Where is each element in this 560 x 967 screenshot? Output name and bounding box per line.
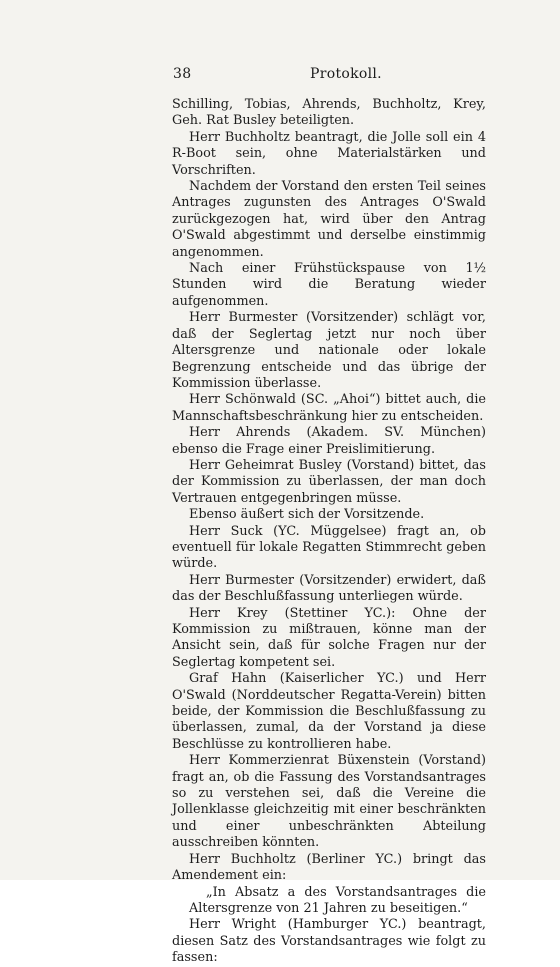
paragraph: Herr Krey (Stettiner YC.): Ohne der Kommission zu mißtrauen, könne man der Ansicht sein, daß für solche Fragen nur der Seglertag kompetent sei. (172, 605, 486, 670)
body-text (172, 97, 486, 967)
paragraph: Herr Buchholtz (Berliner YC.) bringt das Amendement ein: (172, 851, 486, 884)
paragraph: Herr Ahrends (Akadem. SV. München) ebenso die Frage einer Preislimitierung. (172, 425, 486, 457)
paragraph: Nach einer Frühstückspause von 1½ Stunden wird die Beratung wieder aufgenommen. (172, 261, 486, 309)
running-head (173, 66, 483, 86)
paragraph: Herr Kommerzienrat Büxenstein (Vorstand) fragt an, ob die Fassung des Vorstandsantrages so zu verstehen sei, daß die Vereine die Jollenklasse gleichzeitig mit einer beschränkten und einer unbeschränkten Abteilung ausschreiben könnten. (172, 753, 486, 851)
paragraph: Ebenso äußert sich der Vorsitzende. (189, 507, 425, 523)
paragraph: Herr Geheimrat Busley (Vorstand) bittet, das der Kommission zu überlassen, der man doch Vertrauen entgegenbringen müsse. (172, 457, 486, 506)
quoted-amendment: „In Absatz a des Vorstandsantrages die Altersgrenze von 21 Jahren zu beseitigen.“ (189, 884, 486, 916)
running-title: Protokoll. (310, 66, 382, 82)
paragraph: Herr Wright (Hamburger YC.) beantragt, diesen Satz des Vorstandsantrages wie folgt zu fassen: (172, 917, 486, 966)
paragraph: Nachdem der Vorstand den ersten Teil seines Antrages zugunsten des Antrages O'Swald zurückgezogen hat, wird über den Antrag O'Swald abgestimmt und derselbe einstimmig angenommen. (172, 179, 486, 260)
paragraph: Graf Hahn (Kaiserlicher YC.) und Herr O'Swald (Norddeutscher Regatta-Verein) bitten beide, der Kommission die Beschlußfassung zu überlassen, zumal, da der Vorstand ja diese Beschlüsse zu kontrollieren habe. (172, 671, 486, 752)
page-number: 38 (173, 66, 192, 82)
paragraph: Herr Burmester (Vorsitzender) schlägt vor, daß der Seglertag jetzt nur noch über Altersgrenze und nationale oder lokale Begrenzung entscheide und das übrige der Kommission überlasse. (172, 310, 486, 391)
paragraph: Schilling, Tobias, Ahrends, Buchholtz, Krey, Geh. Rat Busley beteiligten. (172, 97, 486, 129)
paragraph: Herr Buchholtz beantragt, die Jolle soll ein 4 R-Boot sein, ohne Materialstärken und Vorschriften. (172, 129, 486, 178)
paragraph: Herr Burmester (Vorsitzender) erwidert, daß das der Beschlußfassung unterliegen würde. (172, 572, 486, 605)
paragraph: Herr Suck (YC. Müggelsee) fragt an, ob eventuell für lokale Regatten Stimmrecht geben würde. (172, 523, 486, 572)
paragraph: Herr Schönwald (SC. „Ahoi“) bittet auch, die Mannschaftsbeschränkung hier zu entscheiden. (172, 392, 486, 424)
